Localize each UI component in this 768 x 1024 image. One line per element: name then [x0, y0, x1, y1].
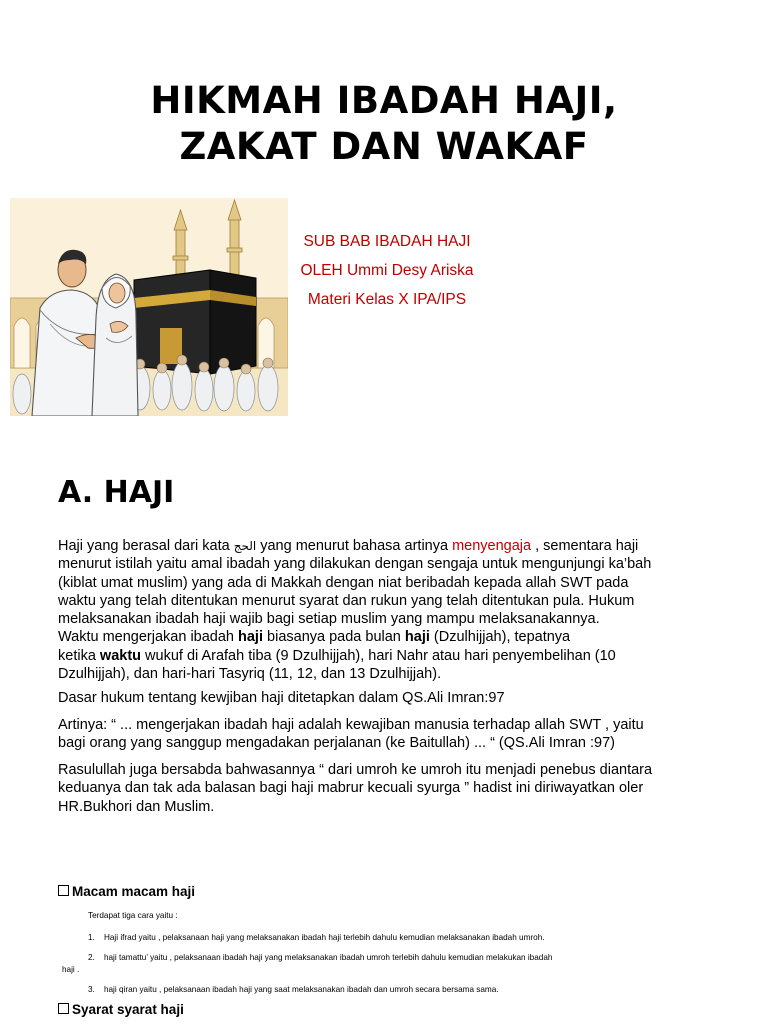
checkbox-bullet-icon — [58, 1003, 69, 1014]
bullet-heading-text: Macam macam haji — [72, 884, 196, 899]
text-line: Dzulhijjah), dan hari-hari Tasyriq (11, 12, dan 13 Dzulhijjah). — [58, 666, 442, 683]
text-line: (kiblat umat muslim) yang ada di Makkah dengan niat beribadah kepada allah SWT pada — [58, 574, 629, 591]
bullet-heading-text: Syarat syarat haji — [72, 1002, 184, 1017]
list-text: haji tamattu’ yaitu , pelaksanaan ibadah haji yang melaksanakan ibadah umroh terlebih dahulu kemudian melakukan ibadah — [103, 953, 553, 962]
list-number: 2. — [88, 953, 95, 962]
subtitle-class: Materi Kelas X IPA/IPS — [307, 291, 467, 308]
highlight-word: menyengaja — [452, 538, 532, 554]
page-title — [0, 78, 768, 170]
text-line: waktu yang telah ditentukan menurut syarat dan rukun yang telah ditentukan pula. Hukum — [58, 592, 635, 609]
bold-word: waktu — [99, 647, 142, 664]
text-span: , sementara haji — [531, 538, 639, 554]
text-line: Artinya: “ ... mengerjakan ibadah haji adalah kewajiban manusia terhadap allah SWT , yaitu — [58, 717, 644, 733]
section-heading-haji: A. HAJI — [58, 475, 175, 510]
text-line: Dasar hukum tentang kewjiban haji ditetapkan dalam QS.Ali Imran:97 — [58, 690, 505, 706]
text-line — [58, 647, 730, 665]
bold-word: haji — [404, 629, 430, 646]
text-line: menurut istilah yaitu amal ibadah yang dilakukan dengan sengaja untuk mengunjungi ka’bah — [58, 556, 652, 573]
bullet-heading-macam — [58, 884, 195, 899]
paragraph-artinya — [58, 716, 730, 753]
text-span: Waktu mengerjakan ibadah — [58, 629, 239, 646]
list-item — [88, 932, 545, 943]
subtitle-block — [288, 227, 486, 314]
checkbox-bullet-icon — [58, 885, 69, 896]
text-span: biasanya pada bulan — [263, 629, 405, 646]
text-line: Rasulullah juga bersabda bahwasannya “ dari umroh ke umroh itu menjadi penebus diantara — [58, 762, 653, 778]
list-number: 1. — [88, 933, 95, 942]
paragraph-hadist — [58, 761, 730, 816]
list-text: haji qiran yaitu , pelaksanaan ibadah haji yang saat melaksanakan ibadah dan umroh secara bersama sama. — [103, 985, 499, 994]
text-line: HR.Bukhori dan Muslim. — [58, 798, 215, 815]
macam-intro: Terdapat tiga cara yaitu : — [88, 911, 178, 920]
subtitle-sub-bab: SUB BAB IBADAH HAJI — [303, 233, 471, 250]
bold-word: haji — [238, 629, 263, 646]
text-line: melaksanakan ibadah haji wajib bagi setiap muslim yang mampu melaksanakannya. — [58, 611, 600, 628]
title-line-2: ZAKAT DAN WAKAF — [179, 125, 589, 168]
list-number: 3. — [88, 985, 95, 994]
kaaba-pilgrims-illustration — [10, 198, 288, 416]
list-item — [88, 984, 499, 995]
list-item-continuation: haji . — [62, 965, 80, 974]
bullet-heading-syarat — [58, 1002, 184, 1017]
text-line — [58, 628, 730, 646]
subtitle-author: OLEH Ummi Desy Ariska — [300, 262, 474, 279]
arabic-word: الحج — [233, 539, 257, 553]
text-span: Haji yang berasal dari kata — [58, 538, 234, 554]
text-line: bagi orang yang sanggup mengadakan perjalanan (ke Baitullah) ... “ (QS.Ali Imran :97) — [58, 735, 615, 752]
paragraph-dasar-hukum — [58, 689, 730, 707]
text-span: wukuf di Arafah tiba (9 Dzulhijjah), hari Nahr atau hari penyembelihan (10 — [141, 647, 616, 664]
text-span: yang menurut bahasa artinya — [256, 538, 453, 554]
paragraph-definition — [58, 537, 730, 683]
list-text: Haji ifrad yaitu , pelaksanaan haji yang melaksanakan ibadah haji terlebih dahulu kemudian melaksanakan ibadah umroh. — [103, 933, 545, 942]
title-line-1: HIKMAH IBADAH HAJI, — [150, 79, 618, 122]
text-line: keduanya dan tak ada balasan bagi haji mabrur kecuali syurga ” hadist ini diriwayatkan oler — [58, 780, 644, 797]
text-span: (Dzulhijjah), tepatnya — [429, 629, 571, 646]
list-item — [88, 952, 552, 963]
text-line — [58, 537, 730, 555]
text-span: ketika — [58, 647, 100, 664]
